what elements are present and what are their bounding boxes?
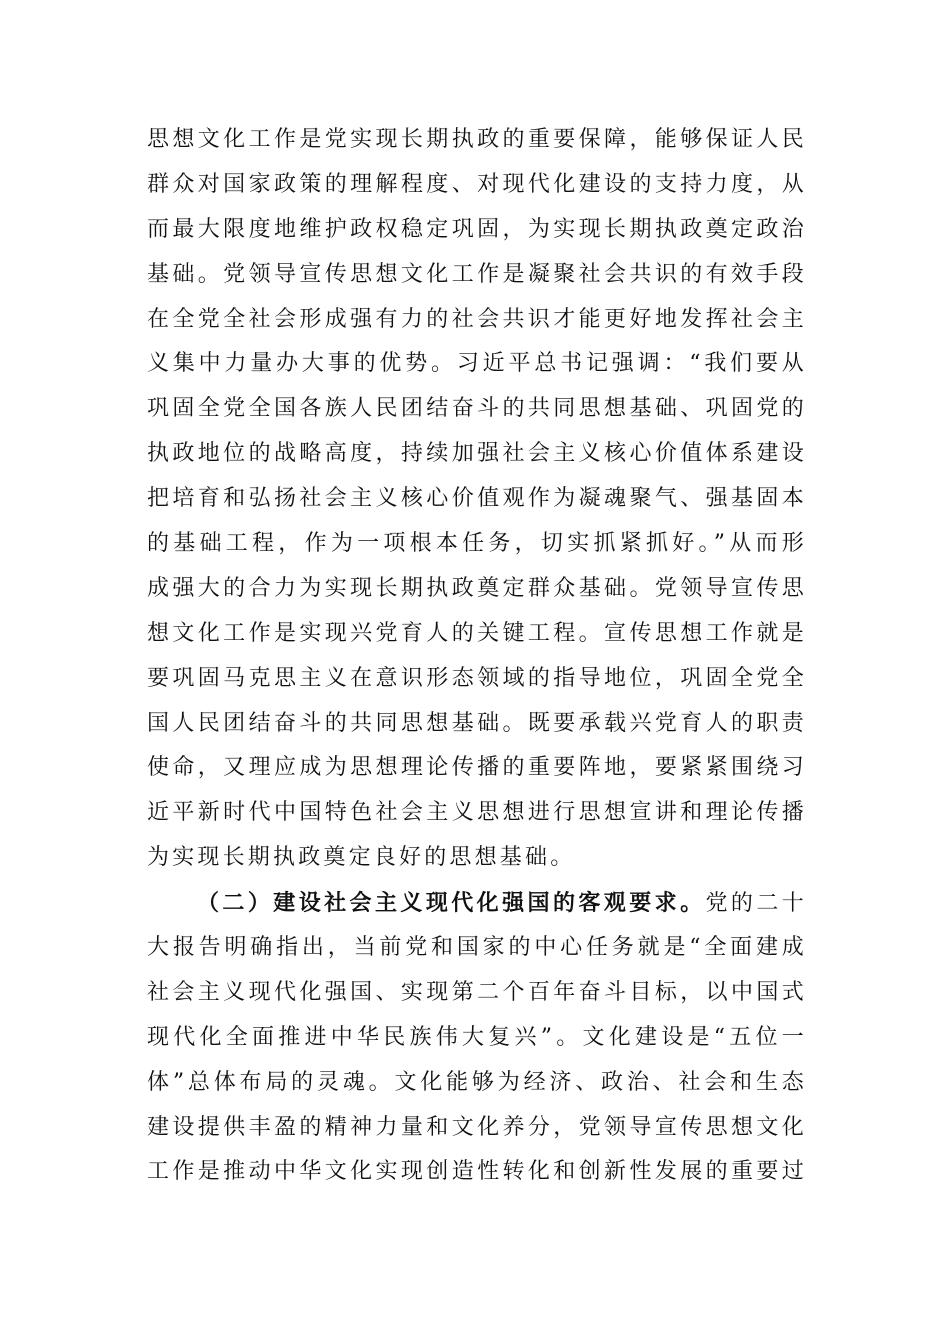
paragraph-line: 群众对国家政策的理解程度、对现代化建设的支持力度，从 <box>147 171 807 197</box>
paragraph-line: 工作是推动中华文化实现创造性转化和创新性发展的重要过 <box>147 1159 807 1185</box>
paragraph-line: 社会主义现代化强国、实现第二个百年奋斗目标，以中国式 <box>147 979 807 1005</box>
paragraph-line: 使命，又理应成为思想理论传播的重要阵地，要紧紧围绕习 <box>147 755 807 781</box>
paragraph-line: 为实现长期执政奠定良好的思想基础。 <box>147 845 576 871</box>
paragraph-line: 而最大限度地维护政权稳定巩固，为实现长期执政奠定政治 <box>147 216 807 242</box>
paragraph-line: 体”总体布局的灵魂。文化能够为经济、政治、社会和生态 <box>147 1069 807 1095</box>
paragraph-line: 想文化工作是实现兴党育人的关键工程。宣传思想工作就是 <box>147 620 807 646</box>
paragraph-line: 大报告明确指出，当前党和国家的中心任务就是“全面建成 <box>147 935 807 961</box>
paragraph-line: 成强大的合力为实现长期执政奠定群众基础。党领导宣传思 <box>147 575 807 601</box>
paragraph-line: 建设提供丰盈的精神力量和文化养分，党领导宣传思想文化 <box>147 1114 807 1140</box>
paragraph-line: 国人民团结奋斗的共同思想基础。既要承载兴党育人的职责 <box>147 710 807 736</box>
section-heading: （二）建设社会主义现代化强国的客观要求。 <box>197 890 706 917</box>
paragraph-line: 近平新时代中国特色社会主义思想进行思想宣讲和理论传播 <box>147 800 807 826</box>
paragraph-line: 义集中力量办大事的优势。习近平总书记强调：“我们要从 <box>147 351 807 377</box>
paragraph-line: 基础。党领导宣传思想文化工作是凝聚社会共识的有效手段 <box>147 261 807 287</box>
paragraph-line: 现代化全面推进中华民族伟大复兴”。文化建设是“五位一 <box>147 1024 807 1050</box>
paragraph-line: 要巩固马克思主义在意识形态领域的指导地位，巩固全党全 <box>147 665 807 691</box>
paragraph-1 <box>147 118 807 881</box>
heading-line-rest: 党的二十 <box>705 891 807 917</box>
paragraph-line: 执政地位的战略高度，持续加强社会主义核心价值体系建设 <box>147 441 807 467</box>
paragraph-line: 的基础工程，作为一项根本任务，切实抓紧抓好。”从而形 <box>147 531 807 557</box>
document-page <box>147 118 807 1195</box>
paragraph-line: 巩固全党全国各族人民团结奋斗的共同思想基础、巩固党的 <box>147 396 807 422</box>
paragraph-line: 把培育和弘扬社会主义核心价值观作为凝魂聚气、强基固本 <box>147 486 807 512</box>
paragraph-line: 在全党全社会形成强有力的社会共识才能更好地发挥社会主 <box>147 306 807 332</box>
paragraph-line <box>147 881 807 926</box>
paragraph-2 <box>147 881 807 1195</box>
paragraph-line: 思想文化工作是党实现长期执政的重要保障，能够保证人民 <box>147 127 807 152</box>
